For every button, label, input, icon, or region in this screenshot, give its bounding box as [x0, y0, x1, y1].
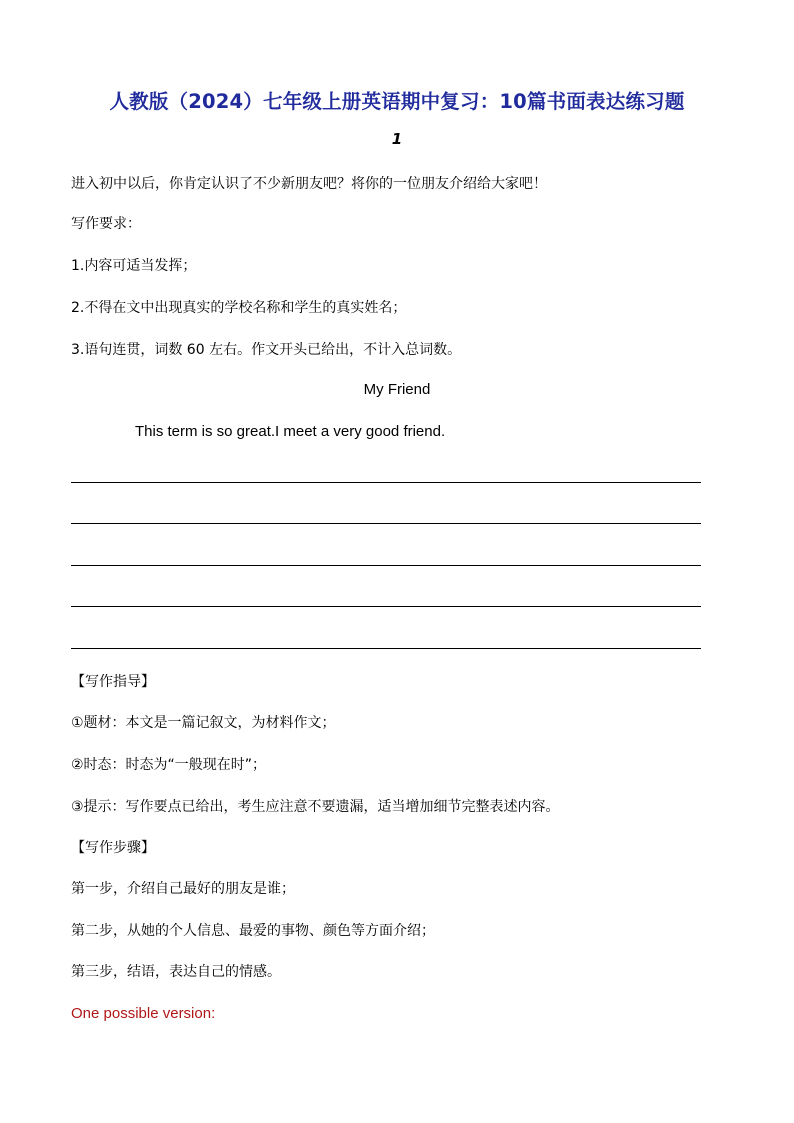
step-item: 第二步，从她的个人信息、最爱的事物、颜色等方面介绍； — [71, 923, 435, 939]
guidance-heading: 【写作指导】 — [71, 674, 155, 690]
question-number: 1 — [391, 130, 403, 148]
guidance-item: ②时态：时态为“一般现在时”； — [71, 757, 267, 773]
writing-line — [71, 606, 701, 607]
answer-label: One possible version: — [71, 1005, 216, 1022]
requirement-item: 3.语句连贯，词数 60 左右。作文开头已给出，不计入总词数。 — [71, 342, 462, 358]
step-item: 第三步，结语，表达自己的情感。 — [71, 964, 281, 980]
writing-line — [71, 648, 701, 649]
requirement-item: 1.内容可适当发挥； — [71, 258, 197, 274]
writing-line — [71, 523, 701, 524]
writing-line — [71, 482, 701, 483]
essay-opening: This term is so great.I meet a very good friend. — [135, 423, 446, 440]
essay-title: My Friend — [363, 381, 431, 398]
writing-line — [71, 565, 701, 566]
document-title: 人教版（2024）七年级上册英语期中复习：10篇书面表达练习题 — [109, 90, 685, 113]
steps-heading: 【写作步骤】 — [71, 840, 155, 856]
step-item: 第一步，介绍自己最好的朋友是谁； — [71, 881, 295, 897]
requirements-heading: 写作要求： — [71, 216, 141, 232]
guidance-item: ③提示：写作要点已给出，考生应注意不要遗漏，适当增加细节完整表述内容。 — [71, 799, 560, 815]
requirement-item: 2.不得在文中出现真实的学校名称和学生的真实姓名； — [71, 300, 407, 316]
writing-prompt: 进入初中以后，你肯定认识了不少新朋友吧？将你的一位朋友介绍给大家吧！ — [71, 176, 547, 192]
guidance-item: ①题材：本文是一篇记叙文，为材料作文； — [71, 715, 336, 731]
